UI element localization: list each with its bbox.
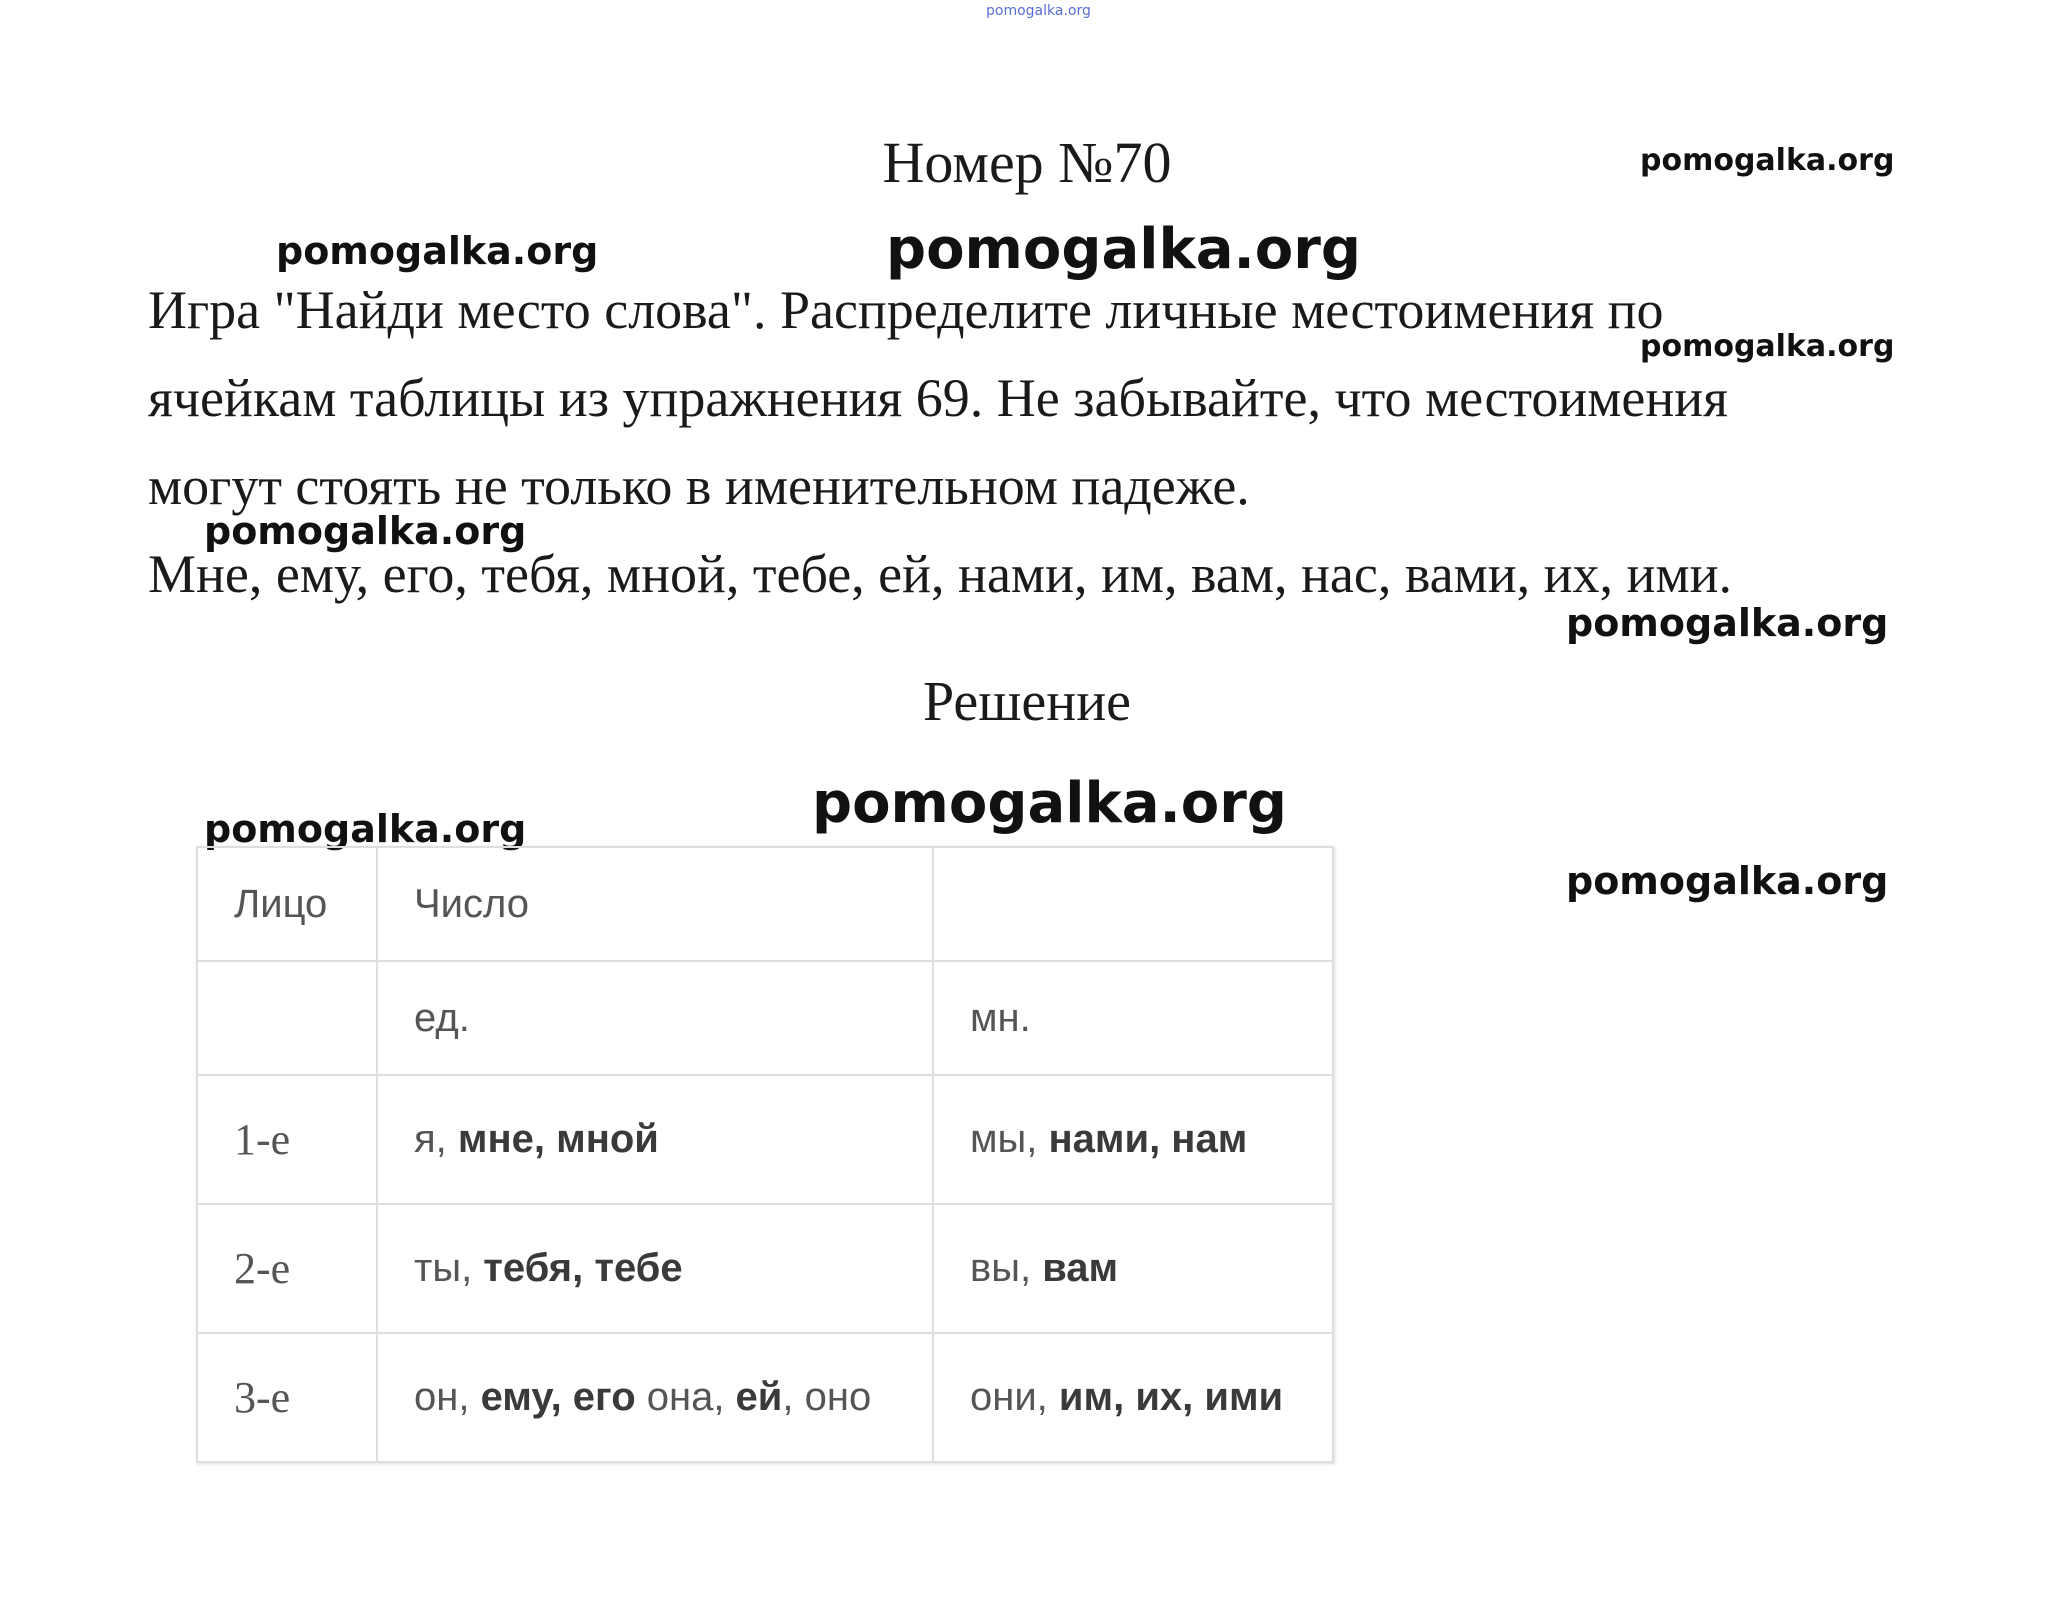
- cell-plural: [933, 1075, 1333, 1204]
- task-line: ячейкам таблицы из упражнения 69. Не забывайте, что местоимения: [148, 368, 1729, 428]
- cell-plural: [933, 1204, 1333, 1333]
- subheader-plural: мн.: [933, 961, 1333, 1075]
- table-row: [197, 1204, 1333, 1333]
- cell-plural: [933, 1333, 1333, 1462]
- nominative-form: , оно: [782, 1375, 872, 1419]
- nominative-form: она,: [635, 1375, 736, 1419]
- page-title: Номер №70: [882, 130, 1172, 195]
- watermark: pomogalka.org: [1640, 329, 1895, 364]
- nominative-form: ты,: [414, 1246, 484, 1290]
- subheader-singular: ед.: [377, 961, 933, 1075]
- oblique-forms: ей: [735, 1375, 783, 1419]
- cell-singular: [377, 1333, 933, 1462]
- nominative-form: они,: [970, 1375, 1059, 1419]
- pronoun-table: [196, 846, 1334, 1463]
- watermark-top-tiny: pomogalka.org: [986, 3, 1091, 19]
- nominative-form: он,: [414, 1375, 481, 1419]
- cell-person: 1-е: [197, 1075, 377, 1204]
- table-subheader-row: [197, 961, 1333, 1075]
- nominative-form: вы,: [970, 1246, 1043, 1290]
- oblique-forms: тебя, тебе: [483, 1246, 683, 1290]
- watermark: pomogalka.org: [1640, 143, 1895, 178]
- cell-singular: [377, 1075, 933, 1204]
- watermark: pomogalka.org: [1566, 859, 1889, 903]
- oblique-forms: мне, мной: [457, 1117, 659, 1161]
- header-person: Лицо: [197, 847, 377, 961]
- task-text: [148, 266, 1928, 618]
- cell-singular: [377, 1204, 933, 1333]
- solution-heading: Решение: [922, 671, 1132, 733]
- table-header-row: [197, 847, 1333, 961]
- table-row: [197, 1075, 1333, 1204]
- nominative-form: я,: [414, 1117, 458, 1161]
- watermark: pomogalka.org: [204, 807, 527, 851]
- subheader-empty: [197, 961, 377, 1075]
- watermark: pomogalka.org: [204, 509, 527, 553]
- oblique-forms: нами, нам: [1048, 1117, 1248, 1161]
- task-line: Игра "Найди место слова". Распределите личные местоимения по: [148, 280, 1664, 340]
- nominative-form: мы,: [970, 1117, 1049, 1161]
- task-line: могут стоять не только в именительном падеже.: [148, 456, 1250, 516]
- watermark: pomogalka.org: [1566, 601, 1889, 645]
- header-empty: [933, 847, 1333, 961]
- table-row: [197, 1333, 1333, 1462]
- watermark: pomogalka.org: [276, 229, 599, 273]
- oblique-forms: вам: [1042, 1246, 1119, 1290]
- header-number: Число: [377, 847, 933, 961]
- cell-person: 2-е: [197, 1204, 377, 1333]
- watermark: pomogalka.org: [886, 217, 1361, 282]
- watermark: pomogalka.org: [812, 771, 1287, 836]
- oblique-forms: ему, его: [480, 1375, 636, 1419]
- cell-person: 3-е: [197, 1333, 377, 1462]
- task-word-list: Мне, ему, его, тебя, мной, тебе, ей, нами, им, вам, нас, вами, их, ими.: [148, 544, 1733, 604]
- oblique-forms: им, их, ими: [1058, 1375, 1284, 1419]
